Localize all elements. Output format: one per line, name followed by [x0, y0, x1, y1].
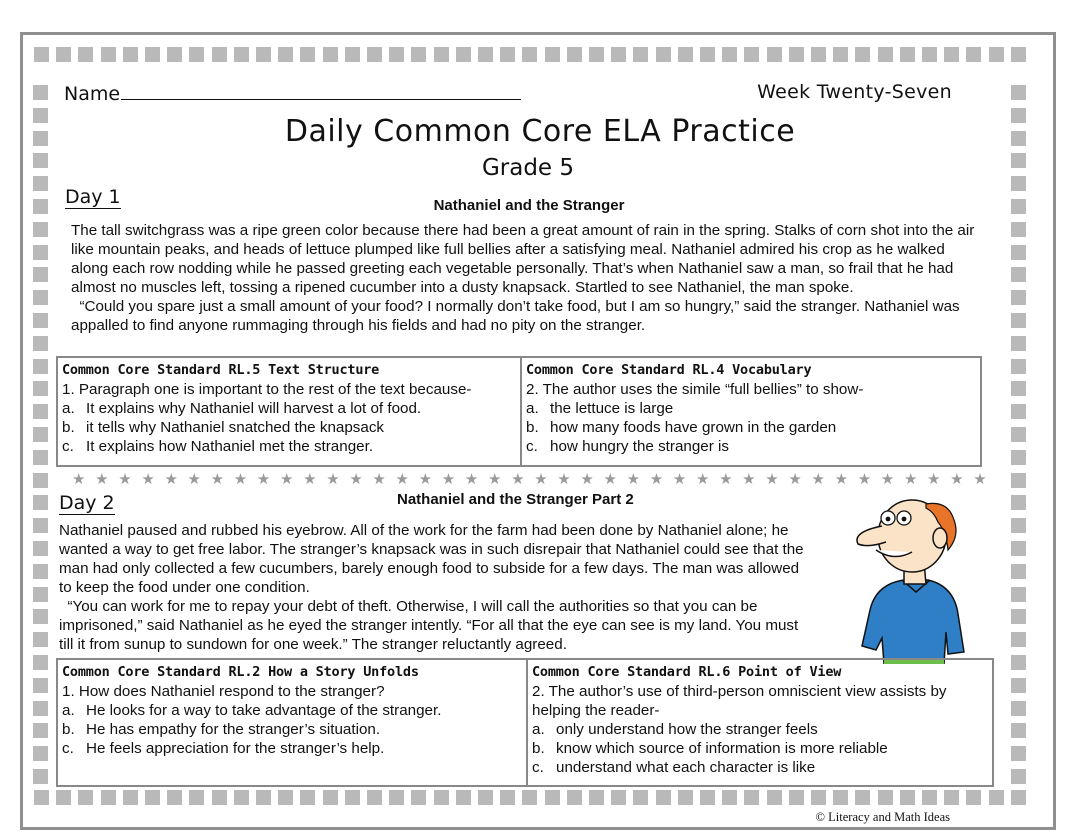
question-text: 2. The author uses the simile “full bellies” to show- — [526, 381, 864, 398]
day2-label: Day 2 — [59, 492, 115, 514]
border-square — [411, 790, 426, 805]
border-square — [33, 473, 48, 488]
divider-star-icon: ★ — [903, 471, 918, 488]
border-square — [33, 450, 48, 465]
day2-story-title: Nathaniel and the Stranger Part 2 — [397, 491, 634, 508]
answer-option-c[interactable]: c. how hungry the stranger is — [526, 438, 729, 455]
border-square — [545, 47, 560, 62]
border-square — [33, 267, 48, 282]
border-square — [411, 47, 426, 62]
divider-star-icon: ★ — [880, 471, 895, 488]
standard-label: Common Core Standard RL.2 How a Story Unfolds — [62, 664, 419, 680]
border-square — [1011, 790, 1026, 805]
border-square — [101, 790, 116, 805]
day1-label: Day 1 — [65, 186, 121, 208]
day1-question-box — [56, 356, 982, 467]
day1-passage — [71, 221, 981, 335]
divider-star-icon: ★ — [279, 471, 294, 488]
border-square — [944, 790, 959, 805]
divider-star-icon: ★ — [695, 471, 710, 488]
border-square — [1011, 404, 1026, 419]
border-square — [1011, 427, 1026, 442]
border-square — [1011, 450, 1026, 465]
border-square — [744, 47, 759, 62]
divider-star-icon: ★ — [534, 471, 548, 488]
divider-star-icon: ★ — [950, 471, 964, 488]
divider-star-icon: ★ — [326, 471, 340, 488]
border-square — [922, 790, 937, 805]
border-square — [33, 85, 48, 100]
border-square — [323, 47, 338, 62]
day1-story-title: Nathaniel and the Stranger — [433, 197, 625, 214]
answer-option-b[interactable]: b. it tells why Nathaniel snatched the knapsack — [62, 419, 385, 436]
answer-option-c[interactable]: c. He feels appreciation for the stranger’s help. — [62, 740, 385, 757]
border-square — [78, 790, 93, 805]
day2-passage — [59, 521, 804, 654]
border-square — [167, 790, 182, 805]
divider-star-icon: ★ — [765, 471, 779, 488]
border-square — [33, 427, 48, 442]
border-square — [1011, 723, 1026, 738]
border-square — [1011, 701, 1026, 716]
day1-paragraph-2: “Could you spare just a small amount of your food? I normally don’t take food, but I am so hungry,” said the stranger. Nathaniel was appalled to find anyone rummaging through his fields and had no pity on the stranger. — [71, 298, 960, 334]
border-square — [33, 222, 48, 237]
border-square — [767, 790, 782, 805]
border-square — [989, 47, 1004, 62]
border-square — [1011, 245, 1026, 260]
border-square — [78, 47, 93, 62]
border-square — [212, 47, 227, 62]
standard-label: Common Core Standard RL.4 Vocabulary — [526, 362, 812, 378]
border-square — [33, 701, 48, 716]
border-square — [878, 47, 893, 62]
divider-star-icon: ★ — [927, 471, 941, 488]
border-square — [367, 47, 382, 62]
answer-option-c[interactable]: c. It explains how Nathaniel met the stranger. — [62, 438, 374, 455]
answer-option-a[interactable]: a. only understand how the stranger feels — [532, 721, 818, 738]
border-square — [367, 790, 382, 805]
border-square — [33, 313, 48, 328]
border-square — [1011, 85, 1026, 100]
divider-star-icon: ★ — [742, 471, 756, 488]
divider-star-icon: ★ — [487, 471, 502, 488]
day1-question-2 — [520, 358, 980, 465]
border-square — [1011, 678, 1026, 693]
divider-star-icon: ★ — [72, 471, 86, 488]
border-square — [722, 790, 737, 805]
border-square — [789, 47, 804, 62]
border-square — [33, 541, 48, 556]
answer-option-b[interactable]: b. how many foods have grown in the garden — [526, 419, 837, 436]
border-square — [1011, 746, 1026, 761]
answer-option-b[interactable]: b. know which source of information is more reliable — [532, 740, 888, 757]
border-square — [966, 47, 981, 62]
border-square — [966, 790, 981, 805]
border-square — [767, 47, 782, 62]
border-square — [855, 790, 870, 805]
border-square — [700, 790, 715, 805]
divider-star-icon: ★ — [511, 471, 525, 488]
border-square — [833, 790, 848, 805]
border-square — [700, 47, 715, 62]
border-square — [500, 47, 515, 62]
border-square — [656, 790, 671, 805]
divider-star-icon: ★ — [973, 471, 987, 488]
border-square — [989, 790, 1004, 805]
border-square — [811, 47, 826, 62]
answer-option-c[interactable]: c. understand what each character is like — [532, 759, 816, 776]
page-title: Daily Common Core ELA Practice — [284, 114, 796, 149]
border-square — [633, 47, 648, 62]
border-square — [167, 47, 182, 62]
border-square — [900, 47, 915, 62]
divider-star-icon: ★ — [95, 471, 109, 488]
border-square — [33, 723, 48, 738]
border-square — [323, 790, 338, 805]
divider-star-icon: ★ — [811, 471, 825, 488]
border-square — [1011, 769, 1026, 784]
divider-star-icon: ★ — [210, 471, 225, 488]
nathaniel-illustration — [842, 492, 974, 664]
border-square — [278, 790, 293, 805]
border-square — [1011, 222, 1026, 237]
border-square — [33, 632, 48, 647]
border-square — [300, 790, 315, 805]
border-square — [878, 790, 893, 805]
border-square — [33, 587, 48, 602]
border-square — [33, 564, 48, 579]
border-square — [545, 790, 560, 805]
border-square — [678, 47, 693, 62]
border-square — [300, 47, 315, 62]
question-text: 2. The author’s use of third-person omniscient view assists by helping the reader- — [532, 683, 947, 719]
border-square — [656, 47, 671, 62]
border-square — [1011, 495, 1026, 510]
divider-star-icon: ★ — [649, 471, 664, 488]
divider-star-icon: ★ — [672, 471, 687, 488]
day2-paragraph-2: “You can work for me to repay your debt of theft. Otherwise, I will call the authorities so that you can be imprisoned,” said Nathaniel as he eyed the stranger intently. “For all that the eye can see is my land. You must till it from sunup to sundown for one week.” The stranger reluctantly agreed. — [59, 598, 799, 653]
border-square — [33, 359, 48, 374]
divider-star-icon: ★ — [834, 471, 849, 488]
border-square — [33, 404, 48, 419]
border-square — [434, 790, 449, 805]
answer-option-a[interactable]: a. It explains why Nathaniel will harvest a lot of food. — [62, 400, 422, 417]
standard-label: Common Core Standard RL.5 Text Structure — [62, 362, 380, 378]
border-square — [589, 790, 604, 805]
day2-question-2 — [526, 660, 992, 785]
name-field — [64, 81, 521, 105]
week-label: Week Twenty-Seven — [757, 81, 952, 103]
divider-star-icon: ★ — [187, 471, 201, 488]
divider-star-icon: ★ — [788, 471, 802, 488]
border-square — [33, 678, 48, 693]
divider-star-icon: ★ — [303, 471, 317, 488]
border-square — [944, 47, 959, 62]
name-blank-line — [121, 81, 521, 100]
border-square — [567, 790, 582, 805]
border-square — [256, 47, 271, 62]
day2-question-box — [56, 658, 994, 787]
day1-paragraph-1: The tall switchgrass was a ripe green color because there had been a great amount of rain in the spring. Stalks of corn shot into the air like mountain peaks, and heads of lettuce plumped like full bellies after a satisfying meal. Nathaniel admired his crop as he walked along each row nodding while he passed greeting each vegetable personally. That’s when Nathaniel saw a man, so frail that he had almost no muscles left, tossing a ripened cucumber into a dusty knapsack. Startled to see Nathaniel, the man spoke. — [71, 222, 975, 296]
copyright-notice: © Literacy and Math Ideas — [815, 810, 950, 824]
star-divider — [72, 472, 987, 487]
border-square — [1011, 336, 1026, 351]
border-square — [1011, 290, 1026, 305]
divider-star-icon: ★ — [626, 471, 641, 488]
border-square — [833, 47, 848, 62]
grade-label: Grade 5 — [481, 155, 575, 181]
border-square — [1011, 518, 1026, 533]
border-square — [1011, 47, 1026, 62]
border-square — [34, 790, 49, 805]
border-square — [500, 790, 515, 805]
border-square — [33, 290, 48, 305]
border-square — [33, 245, 48, 260]
border-square — [567, 47, 582, 62]
day2-paragraph-1: Nathaniel paused and rubbed his eyebrow. All of the work for the farm had been done by Nathaniel alone; he wanted a way to get free labor. The stranger’s knapsack was in such disrepair that Nathaniel could see that the man had only collected a few cucumbers, barely enough food to subside for a few days. The man was allowed to keep the food under one condition. — [59, 522, 804, 596]
divider-star-icon: ★ — [441, 471, 456, 488]
border-square — [33, 655, 48, 670]
border-square — [1011, 609, 1026, 624]
border-square — [478, 47, 493, 62]
border-square — [56, 790, 71, 805]
day2-question-1 — [58, 660, 526, 785]
border-square — [522, 790, 537, 805]
border-square — [278, 47, 293, 62]
divider-star-icon: ★ — [141, 471, 155, 488]
border-square — [1011, 473, 1026, 488]
border-square — [123, 790, 138, 805]
standard-label: Common Core Standard RL.6 Point of View — [532, 664, 842, 680]
border-square — [1011, 267, 1026, 282]
border-square — [234, 790, 249, 805]
divider-star-icon: ★ — [603, 471, 617, 488]
border-square — [33, 609, 48, 624]
border-square — [33, 518, 48, 533]
border-square — [1011, 313, 1026, 328]
border-square — [1011, 359, 1026, 374]
border-square — [855, 47, 870, 62]
border-square — [1011, 632, 1026, 647]
border-square — [189, 47, 204, 62]
border-square — [256, 790, 271, 805]
border-square — [789, 790, 804, 805]
border-square — [456, 47, 471, 62]
border-square — [145, 47, 160, 62]
border-square — [722, 47, 737, 62]
answer-option-a[interactable]: a. the lettuce is large — [526, 400, 674, 417]
question-text: 1. How does Nathaniel respond to the stranger? — [62, 683, 385, 700]
answer-option-b[interactable]: b. He has empathy for the stranger’s situation. — [62, 721, 381, 738]
border-square — [345, 790, 360, 805]
divider-star-icon: ★ — [464, 471, 479, 488]
border-square — [33, 746, 48, 761]
question-text: 1. Paragraph one is important to the rest of the text because- — [62, 381, 472, 398]
divider-star-icon: ★ — [372, 471, 386, 488]
border-square — [811, 790, 826, 805]
border-square — [434, 47, 449, 62]
divider-star-icon: ★ — [418, 471, 433, 488]
border-square — [1011, 564, 1026, 579]
border-square — [145, 790, 160, 805]
border-square — [922, 47, 937, 62]
border-square — [1011, 655, 1026, 670]
border-square — [1011, 541, 1026, 556]
border-square — [678, 790, 693, 805]
border-square — [456, 790, 471, 805]
divider-star-icon: ★ — [395, 471, 409, 488]
border-square — [611, 47, 626, 62]
border-square — [56, 47, 71, 62]
border-square — [33, 495, 48, 510]
divider-star-icon: ★ — [256, 471, 271, 488]
border-square — [389, 790, 404, 805]
border-square — [189, 790, 204, 805]
divider-star-icon: ★ — [164, 471, 178, 488]
day1-question-1 — [58, 358, 520, 465]
border-square — [633, 790, 648, 805]
border-square — [33, 336, 48, 351]
border-square — [611, 790, 626, 805]
divider-star-icon: ★ — [719, 471, 733, 488]
divider-star-icon: ★ — [857, 471, 872, 488]
border-square — [589, 47, 604, 62]
border-square — [900, 790, 915, 805]
border-square — [101, 47, 116, 62]
border-square — [234, 47, 249, 62]
divider-star-icon: ★ — [557, 471, 571, 488]
border-square — [123, 47, 138, 62]
divider-star-icon: ★ — [118, 471, 132, 488]
divider-star-icon: ★ — [349, 471, 363, 488]
border-square — [34, 47, 49, 62]
border-square — [1011, 587, 1026, 602]
border-square — [522, 47, 537, 62]
border-square — [33, 381, 48, 396]
divider-star-icon: ★ — [233, 471, 248, 488]
border-square — [744, 790, 759, 805]
name-label: Name — [64, 83, 121, 105]
border-square — [478, 790, 493, 805]
shirt-shape — [862, 580, 964, 664]
border-square — [389, 47, 404, 62]
answer-option-a[interactable]: a. He looks for a way to take advantage of the stranger. — [62, 702, 442, 719]
border-square — [212, 790, 227, 805]
border-square — [33, 769, 48, 784]
border-square — [345, 47, 360, 62]
border-square — [1011, 381, 1026, 396]
divider-star-icon: ★ — [580, 471, 594, 488]
